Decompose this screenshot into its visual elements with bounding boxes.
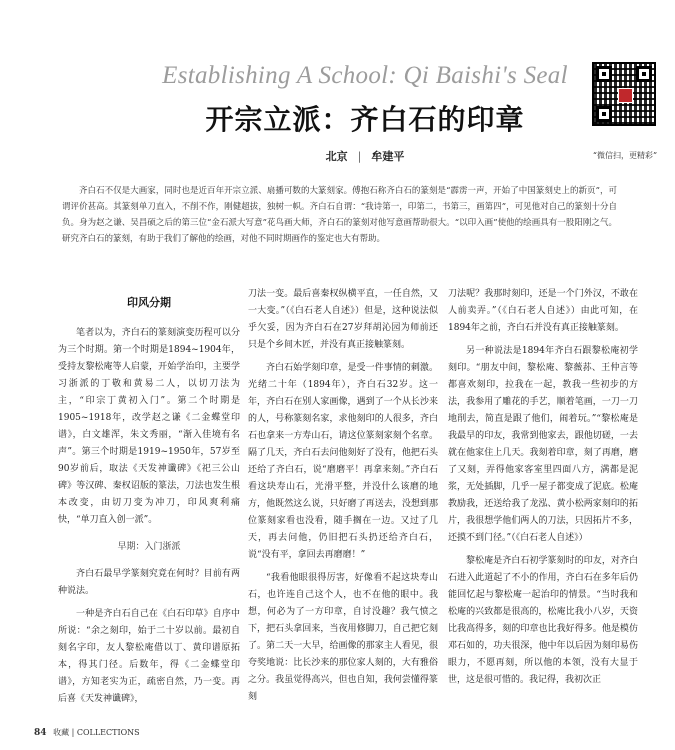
byline-separator: |: [357, 150, 362, 163]
magazine-label: 收藏 | COLLECTIONS: [53, 728, 140, 737]
paragraph: 另一种说法是1894年齐白石跟黎松庵初学刻印。“朋友中间，黎松庵、黎薇荪、王仲言等都喜欢刻印，拉我在一起，教我一些初步的方法，我参用了雕花的手艺，顺着笔画，一刀一刀地削去，简直是跟了他们，闹着玩。”“黎松庵是我最早的印友，我常到他家去，跟他切磋，一去就在他家住上几天。我刻着印章，刻了再磨，磨了又刻，弄得他家客室里四面八方，满都是泥浆，无处插脚，几乎一屋子都变成了泥底。松庵教励我，还送给我了龙泓、黄小松两家刻印的拓片，我很想学他们两人的刀法，只因拓片不多，还摸不到门径。”（《白石老人自述》）: [448, 346, 638, 543]
paragraph: 齐白石最早学篆刻究竟在何时？目前有两种说法。: [58, 569, 240, 596]
column-1: [58, 286, 240, 714]
subsection-title: 早期：入门浙派: [117, 542, 181, 552]
paragraph: 一种是齐白石自己在《白石印草》自序中所说：“余之刻印，始于二十岁以前。最初自刻名字印，友人黎松庵借以丁、黄印谱原拓本，得其门径。后数年，得《二金蝶堂印谱》，方知老实为正，疏密自然，乃一变。再后喜《天发神谶碑》，: [58, 609, 240, 704]
column-2: [248, 286, 438, 712]
qr-caption: “微信扫，更精彩”: [592, 151, 658, 160]
paragraph: 黎松庵是齐白石初学篆刻时的印友，对齐白石进入此道起了不小的作用，齐白石在多年后仍能回忆起与黎松庵一起治印的情景。“当时我和松庵的兴致都是很高的，松庵比我小八岁，天资比我高得多，刻的印章也比我好得多。他是模仿邓石如的，功夫很深，他中年以后因为刻印易伤眼力，不愿再刻，所以他的本领，没有大显于世，这是很可惜的。我记得，我初次正: [448, 556, 638, 685]
paragraph: 笔者以为，齐白石的篆刻演变历程可以分为三个时期。第一个时期是1894~1904年，受持友黎松庵等人启蒙，开始学治印，主要学习浙派的丁敬和黄易二人，以切刀法为主，“印宗丁黄初入门”。第二个时期是1905~1918年，改学赵之谦《二金蝶堂印谱》，白文雄浑，朱文秀丽，“渐入佳境有名声”。第三个时期是1919~1950年，57岁至90岁前后，取法《天发神谶碑》《祀三公山碑》等汉碑、秦权诏版的篆法，刀法也发生根本改变，由切刀变为冲刀，印风爽利痛快，“单刀直入创一派”。: [58, 328, 240, 525]
chinese-title: 开宗立派：齐白石的印章: [205, 103, 525, 136]
paragraph: 齐白石始学刻印章，是受一件事情的刺激。光绪二十年（1894年），齐白石32岁。这一年，齐白石在别人家画像，遇到了一个从长沙来的人，号称篆刻名家，求他刻印的人很多，齐白石也拿来一方寿山石，请这位篆刻家刻个名章。隔了几天，齐白石去问他刻好了没有，他把石头还给了齐白石，说“磨磨平！再拿来刻。”齐白石看这块寿山石，光滑平整，并没什么该磨的地方，他既然这么说，只好磨了再送去，没想到那位篆刻家看也没看，随手搁在一边。又过了几天，再去问他，仍旧把石头扔还给齐白石，说“没有平，拿回去再磨磨！”: [248, 363, 438, 560]
intro-paragraph: 齐白石不仅是大画家，同时也是近百年开宗立派、扇播可数的大篆刻家。傅抱石称齐白石的篆刻是“霹雳一声，开始了中国篆刻史上的新页”，可谓评价甚高。其篆刻单刀直入，不削不作，刚健超拔，独树一帜。齐白石自谓：“我诗第一，印第二，书第三，画第四”，可见他对自己的篆刻十分自负。身为赵之谦、吴昌硕之后的第三位“金石派大写意”花鸟画大师，齐白石的篆刻对他写意画帮助很大。“以印入画”使他的绘画具有一股阳刚之气。研究齐白石的篆刻，有助于我们了解他的绘画，对他不同时期画作的鉴定也大有帮助。: [62, 186, 617, 244]
qr-logo-icon: [618, 88, 633, 103]
paragraph: “我看他眼很得厉害，好像看不起这块寿山石，也许连自己这个人，也不在他的眼中。我想，何必为了一方印章，自讨没趣？我气愤之下，把石头拿回来，当夜用修脚刀，自己把它刻了。第二天一大早，给画像的那家主人看见，很夸奖地说：比长沙来的那位家人刻的，大有雅俗之分。我虽觉得高兴，但也自知，我何尝懂得篆刻: [248, 573, 438, 702]
page-footer: [34, 727, 140, 738]
qr-finder-icon: [596, 106, 612, 122]
byline-author: 牟建平: [371, 150, 405, 163]
qr-finder-icon: [596, 66, 612, 82]
page-number: 84: [34, 728, 47, 738]
english-title: Establishing A School: Qi Baishi's Seal: [162, 62, 568, 89]
byline-place: 北京: [325, 150, 348, 163]
paragraph: 刀法呢？我那时刻印，还是一个门外汉，不敢在人前卖弄。”（《白石老人自述》）由此可知，在1894年之前，齐白石并没有真正接触篆刻。: [448, 289, 638, 333]
paragraph: 刀法一变。最后喜秦权纵横平直，一任自然，又一大变。”（《白石老人自述》）但是，这种说法似乎欠妥，因为齐白石在27岁拜胡沁园为师前还只是个乡间木匠，并没有真正接触篆刻。: [248, 289, 438, 350]
qr-code-icon: [592, 62, 656, 126]
byline: [145, 148, 585, 164]
qr-finder-icon: [636, 66, 652, 82]
section-title: 印风分期: [127, 296, 171, 309]
column-3: [448, 286, 638, 695]
